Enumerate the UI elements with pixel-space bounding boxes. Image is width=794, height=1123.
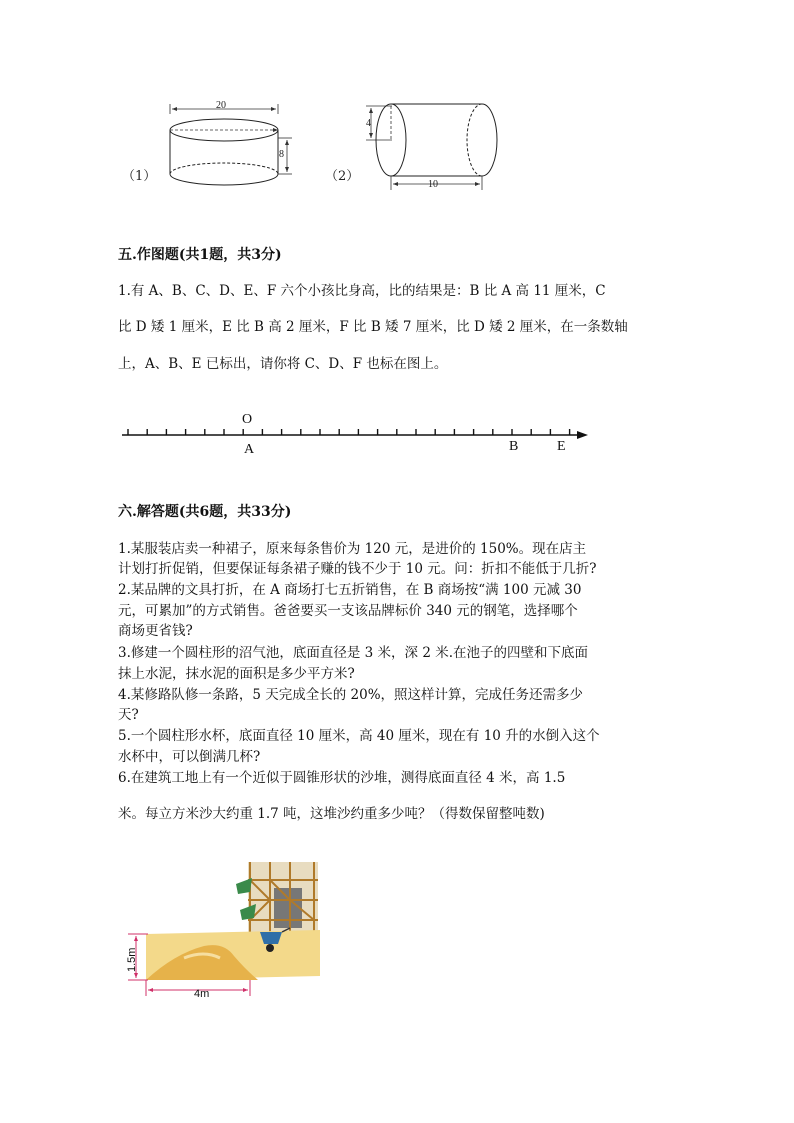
section-6-line-2: 计划打折促销，但要保证每条裙子赚的钱不少于 10 元。问：折扣不能低于几折? xyxy=(118,561,597,577)
section-6-line-11: 水杯中，可以倒满几杯? xyxy=(118,749,261,765)
section-6-line-5: 商场更省钱? xyxy=(118,623,193,639)
figure-2-label: （2） xyxy=(325,169,360,184)
section-6-line-9: 天? xyxy=(118,707,139,723)
number-line-ticks xyxy=(128,429,570,435)
section-6-last-line: 米。每立方米沙大约重 1.7 吨，这堆沙约重多少吨？（得数保留整吨数) xyxy=(118,806,545,822)
section-6-line-1: 1.某服装店卖一种裙子，原来每条售价为 120 元，是进价的 150%。现在店主 xyxy=(118,541,587,557)
section-5-question-line-2: 比 D 矮 1 厘米，E 比 B 高 2 厘米，F 比 B 矮 7 厘米，比 D 矮 2 厘米，在一条数轴 xyxy=(118,319,628,335)
figure-2-left-dimension: 4 xyxy=(366,118,371,129)
number-line-point-b-label: B xyxy=(509,439,519,454)
section-5-question-line-1: 1.有 A、B、C、D、E、F 六个小孩比身高，比的结果是：B 比 A 高 11 厘米，C xyxy=(118,283,606,299)
number-line-point-a-label: A xyxy=(244,442,255,457)
section-6-line-7: 抹上水泥，抹水泥的面积是多少平方米? xyxy=(118,666,355,682)
sand-pile-illustration xyxy=(124,858,324,998)
section-5-question-line-3: 上，A、B、E 已标出，请你将 C、D、F 也标在图上。 xyxy=(118,356,448,372)
number-line xyxy=(118,425,598,445)
sand-pile-width-label: 4m xyxy=(194,988,210,1000)
scaffolding xyxy=(248,862,318,940)
section-6-line-3: 2.某品牌的文具打折，在 A 商场打七五折销售，在 B 商场按“满 100 元减 30 xyxy=(118,582,582,598)
section-6-line-6: 3.修建一个圆柱形的沼气池，底面直径是 3 米，深 2 米.在池子的四壁和下底面 xyxy=(118,645,589,661)
number-line-origin-label: O xyxy=(242,412,253,427)
figure-2-bottom-dimension: 10 xyxy=(428,179,438,190)
section-5-title: 五.作图题(共1题，共3分) xyxy=(118,247,282,263)
number-line-point-e-label: E xyxy=(557,439,566,454)
section-6-line-12: 6.在建筑工地上有一个近似于圆锥形状的沙堆，测得底面直径 4 米，高 1.5 xyxy=(118,770,566,786)
figure-1-side-dimension: 8 xyxy=(279,149,284,160)
section-6-line-4: 元，可累加”的方式销售。爸爸要买一支该品牌标价 340 元的钢笔，选择哪个 xyxy=(118,603,578,619)
cylinder-figure-1 xyxy=(160,98,300,190)
section-6-line-8: 4.某修路队修一条路，5 天完成全长的 20%，照这样计算，完成任务还需多少 xyxy=(118,687,584,703)
sand-pile-height-label: 1.5m xyxy=(126,947,138,972)
section-6-title: 六.解答题(共6题，共33分) xyxy=(118,504,292,520)
section-6-line-10: 5.一个圆柱形水杯，底面直径 10 厘米，高 40 厘米，现在有 10 升的水倒入这个 xyxy=(118,728,600,744)
figure-1-label: （1） xyxy=(122,169,157,184)
figure-1-top-dimension: 20 xyxy=(216,100,226,111)
